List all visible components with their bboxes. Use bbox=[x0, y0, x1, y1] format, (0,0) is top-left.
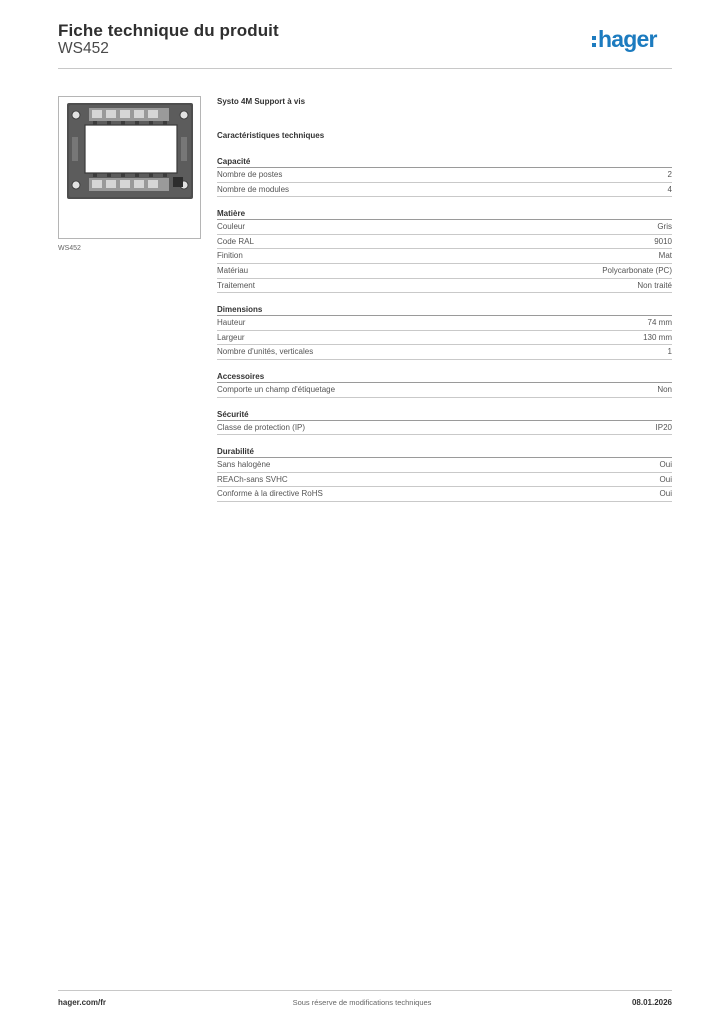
spec-value: IP20 bbox=[655, 422, 672, 432]
spec-value: Oui bbox=[659, 460, 672, 470]
spec-row bbox=[217, 183, 672, 198]
mounting-frame-illustration bbox=[59, 97, 200, 238]
spec-row bbox=[217, 249, 672, 264]
spec-section bbox=[217, 445, 672, 502]
section-title: Accessoires bbox=[217, 370, 672, 383]
spec-label: Nombre de postes bbox=[217, 170, 283, 179]
spec-row bbox=[217, 264, 672, 279]
spec-value: 1 bbox=[667, 347, 672, 357]
spec-row bbox=[217, 487, 672, 502]
section-title: Sécurité bbox=[217, 408, 672, 421]
spec-row bbox=[217, 279, 672, 294]
spec-row bbox=[217, 316, 672, 331]
spec-label: Code RAL bbox=[217, 236, 254, 246]
spec-row bbox=[217, 345, 672, 360]
spec-row bbox=[217, 331, 672, 346]
spec-row bbox=[217, 458, 672, 473]
spec-row bbox=[217, 473, 672, 488]
section-title: Dimensions bbox=[217, 303, 672, 316]
footer-disclaimer: Sous réserve de modifications techniques bbox=[292, 998, 432, 1007]
spec-label: Nombre d'unités, verticales bbox=[217, 347, 314, 357]
spec-row bbox=[217, 220, 672, 235]
spec-row bbox=[217, 383, 672, 398]
spec-value: Mat bbox=[658, 251, 672, 261]
spec-row bbox=[217, 421, 672, 436]
spec-label: Comporte un champ d'étiquetage bbox=[217, 384, 336, 394]
spec-section bbox=[217, 155, 672, 197]
logo-text: hager bbox=[598, 26, 657, 52]
footer-divider bbox=[58, 990, 672, 991]
spec-value: 9010 bbox=[654, 236, 672, 246]
product-reference: WS452 bbox=[58, 40, 109, 57]
product-image bbox=[58, 96, 201, 239]
spec-row bbox=[217, 235, 672, 250]
spec-section bbox=[217, 370, 672, 398]
spec-value: Gris bbox=[657, 222, 672, 232]
spec-value: 74 mm bbox=[647, 318, 672, 328]
page-title: Fiche technique du produit bbox=[58, 21, 279, 40]
section-title: Durabilité bbox=[217, 445, 672, 458]
footer-date: 08.01.2026 bbox=[631, 998, 672, 1007]
product-name: Systo 4M Support à vis bbox=[217, 97, 306, 106]
spec-label: Conforme à la directive RoHS bbox=[217, 489, 323, 499]
spec-label: REACh-sans SVHC bbox=[217, 474, 288, 484]
header-divider bbox=[58, 68, 672, 69]
section-title: Capacité bbox=[217, 155, 672, 168]
spec-value: 130 mm bbox=[643, 332, 672, 342]
spec-label: Finition bbox=[217, 251, 243, 261]
footer-website-link[interactable]: hager.com/fr bbox=[58, 998, 107, 1007]
image-caption: WS452 bbox=[58, 245, 81, 252]
spec-section bbox=[217, 207, 672, 293]
spec-sections bbox=[217, 155, 672, 512]
spec-value: Non bbox=[657, 384, 672, 394]
spec-row bbox=[217, 168, 672, 183]
spec-label: Largeur bbox=[217, 332, 245, 342]
spec-value: Non traité bbox=[637, 280, 672, 290]
section-title: Matière bbox=[217, 207, 672, 220]
spec-label: Classe de protection (IP) bbox=[217, 422, 306, 432]
spec-section bbox=[217, 408, 672, 436]
spec-value: Polycarbonate (PC) bbox=[602, 265, 672, 275]
spec-value: Oui bbox=[659, 474, 672, 484]
spec-label: Couleur bbox=[217, 222, 246, 232]
spec-section bbox=[217, 303, 672, 360]
spec-label: Matériau bbox=[217, 265, 249, 275]
spec-label: Hauteur bbox=[217, 318, 246, 328]
spec-value: Oui bbox=[659, 489, 672, 499]
logo-dots-icon bbox=[592, 36, 596, 47]
spec-label: Traitement bbox=[217, 280, 255, 290]
spec-value: 4 bbox=[667, 184, 672, 194]
spec-label: Sans halogène bbox=[217, 460, 271, 470]
spec-value: 2 bbox=[667, 170, 672, 179]
hager-logo[interactable] bbox=[592, 28, 657, 51]
specs-heading: Caractéristiques techniques bbox=[217, 131, 325, 140]
spec-label: Nombre de modules bbox=[217, 184, 290, 194]
